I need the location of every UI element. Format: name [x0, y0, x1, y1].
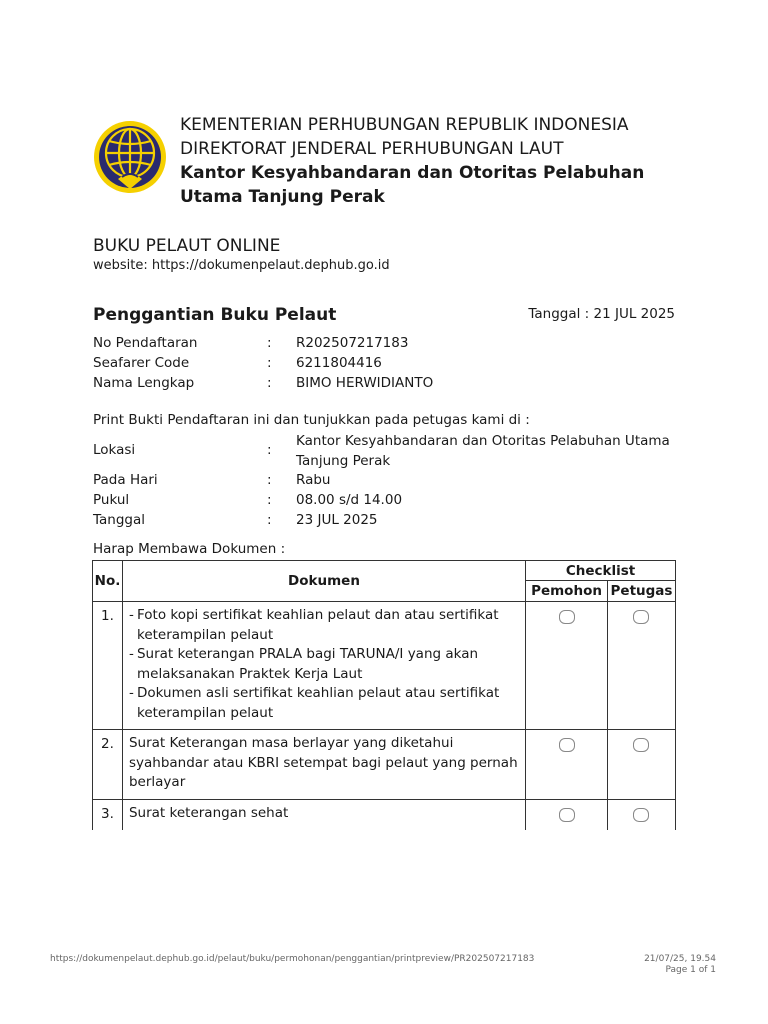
- table-row: [93, 602, 676, 730]
- field-label: Pada Hari: [93, 472, 158, 488]
- header-checklist: Checklist: [526, 561, 676, 581]
- header-applicant: Pemohon: [526, 581, 608, 602]
- field-value: R202507217183: [296, 335, 409, 351]
- applicant-checkbox[interactable]: [559, 610, 575, 624]
- applicant-checkbox-cell: [526, 800, 608, 830]
- row-document: Surat keterangan sehat: [122, 800, 525, 830]
- row-number: 2.: [93, 730, 123, 800]
- field-separator: :: [267, 472, 272, 488]
- field-separator: :: [267, 375, 272, 391]
- footer-url: https://dokumenpelaut.dephub.go.id/pelaut/buku/permohonan/penggantian/printpreview/PR202507217183: [50, 954, 535, 964]
- item-dash: -: [128, 646, 134, 662]
- header-document: Dokumen: [122, 561, 525, 602]
- applicant-checkbox[interactable]: [559, 808, 575, 822]
- field-label: Tanggal: [93, 512, 146, 528]
- field-separator: :: [267, 512, 272, 528]
- field-value: BIMO HERWIDIANTO: [296, 375, 434, 391]
- field-value: 6211804416: [296, 355, 382, 371]
- field-separator: :: [267, 442, 272, 458]
- office-name-line1: Kantor Kesyahbandaran dan Otoritas Pelabuhan: [180, 163, 645, 183]
- officer-checkbox-cell: [607, 800, 675, 830]
- field-label: Lokasi: [93, 442, 136, 458]
- documents-table: [92, 560, 676, 830]
- app-title: BUKU PELAUT ONLINE: [93, 236, 281, 256]
- header-officer: Petugas: [607, 581, 675, 602]
- field-value: Kantor Kesyahbandaran dan Otoritas Pelabuhan Utama Tanjung Perak: [296, 433, 670, 469]
- document-title: Penggantian Buku Pelaut: [93, 305, 337, 325]
- officer-checkbox-cell: [607, 602, 675, 730]
- field-separator: :: [267, 355, 272, 371]
- instruction-text: Print Bukti Pendaftaran ini dan tunjukkan pada petugas kami di :: [93, 412, 530, 428]
- document-item: [129, 606, 519, 645]
- website-text: website: https://dokumenpelaut.dephub.go.id: [93, 258, 390, 273]
- officer-checkbox[interactable]: [633, 738, 649, 752]
- agency-header: [180, 113, 644, 209]
- row-number: 3.: [93, 800, 123, 830]
- footer-page-number: Page 1 of 1: [665, 965, 716, 975]
- document-item: [129, 645, 519, 684]
- office-name-line2: Utama Tanjung Perak: [180, 187, 385, 207]
- field-separator: :: [267, 335, 272, 351]
- field-separator: :: [267, 492, 272, 508]
- row-document: Surat Keterangan masa berlayar yang diketahui syahbandar atau KBRI setempat bagi pelaut yang pernah berlayar: [122, 730, 525, 800]
- field-label: Nama Lengkap: [93, 375, 195, 391]
- ministry-logo-icon: [92, 119, 168, 195]
- directorate-name: DIREKTORAT JENDERAL PERHUBUNGAN LAUT: [180, 139, 564, 159]
- item-text: Foto kopi sertifikat keahlian pelaut dan atau sertifikat keterampilan pelaut: [136, 607, 499, 643]
- footer-info: [644, 954, 716, 976]
- officer-checkbox-cell: [607, 730, 675, 800]
- field-label: No Pendaftaran: [93, 335, 198, 351]
- item-text: Dokumen asli sertifikat keahlian pelaut atau sertifikat keterampilan pelaut: [136, 685, 500, 721]
- applicant-checkbox-cell: [526, 602, 608, 730]
- table-row: [93, 730, 676, 800]
- item-dash: -: [128, 607, 134, 623]
- table-row: [93, 800, 676, 830]
- item-dash: -: [128, 685, 134, 701]
- row-number: 1.: [93, 602, 123, 730]
- bring-docs-label: Harap Membawa Dokumen :: [93, 541, 286, 557]
- document-item: [129, 684, 519, 723]
- applicant-checkbox[interactable]: [559, 738, 575, 752]
- officer-checkbox[interactable]: [633, 610, 649, 624]
- field-label: Pukul: [93, 492, 130, 508]
- officer-checkbox[interactable]: [633, 808, 649, 822]
- item-text: Surat keterangan PRALA bagi TARUNA/I yang akan melaksanakan Praktek Kerja Laut: [136, 646, 479, 682]
- field-value: 23 JUL 2025: [296, 512, 378, 528]
- field-value: 08.00 s/d 14.00: [296, 492, 403, 508]
- row-document: [122, 602, 525, 730]
- field-value: Rabu: [296, 472, 331, 488]
- footer-datetime: 21/07/25, 19.54: [644, 954, 716, 964]
- document-date: Tanggal : 21 JUL 2025: [528, 306, 675, 322]
- ministry-name: KEMENTERIAN PERHUBUNGAN REPUBLIK INDONESIA: [180, 115, 629, 135]
- applicant-checkbox-cell: [526, 730, 608, 800]
- field-label: Seafarer Code: [93, 355, 190, 371]
- header-no: No.: [93, 561, 123, 602]
